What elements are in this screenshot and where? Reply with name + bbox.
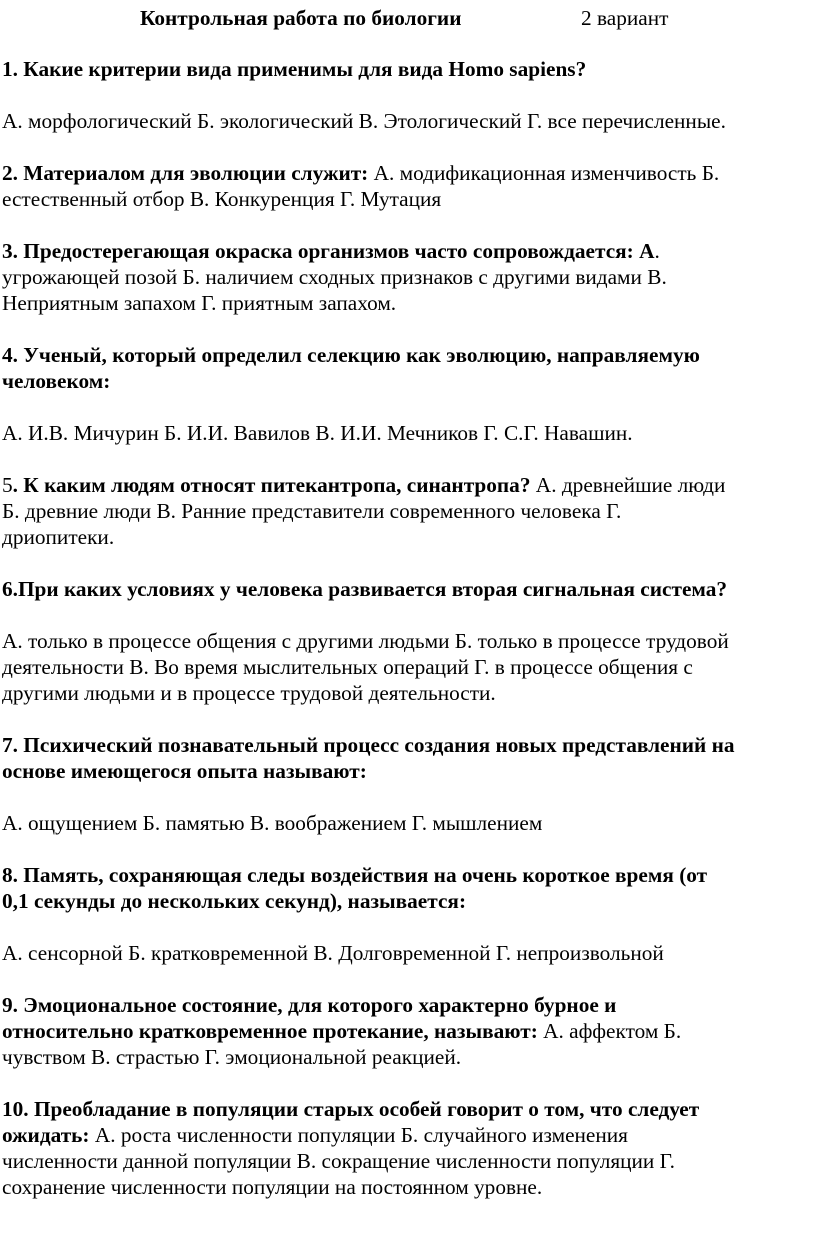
answers-text: Неприятным запахом Г. приятным запахом. bbox=[2, 291, 397, 315]
answers-text: А. сенсорной Б. кратковременной В. Долговременной Г. непроизвольной bbox=[2, 941, 664, 965]
answers-text: Б. древние люди В. Ранние представители современного человека Г. bbox=[2, 499, 622, 523]
question-7 bbox=[2, 732, 814, 784]
question-1 bbox=[2, 56, 814, 82]
question-6-text: 6.При каких условиях у человека развивается вторая сигнальная система? bbox=[2, 577, 728, 601]
answers-text: А. аффектом Б. bbox=[537, 1019, 682, 1043]
question-4 bbox=[2, 342, 814, 394]
document-title: Контрольная работа по биологии bbox=[140, 6, 462, 30]
question-1-answers bbox=[2, 108, 814, 134]
variant-label: 2 вариант bbox=[581, 6, 669, 30]
answers-text: естественный отбор В. Конкуренция Г. Мутация bbox=[2, 187, 442, 211]
answers-text: А. ощущением Б. памятью В. воображением Г. мышлением bbox=[2, 811, 543, 835]
answers-text: А. роста численности популяции Б. случайного изменения bbox=[89, 1123, 628, 1147]
answers-text: угрожающей позой Б. наличием сходных признаков с другими видами В. bbox=[2, 265, 667, 289]
question-2 bbox=[2, 160, 814, 212]
question-9 bbox=[2, 992, 814, 1070]
question-5-text: . К каким людям относят питекантропа, синантропа? bbox=[12, 473, 531, 497]
answers-text: сохранение численности популяции на постоянном уровне. bbox=[2, 1175, 543, 1199]
answers-text: А. только в процессе общения с другими людьми Б. только в процессе трудовой bbox=[2, 629, 729, 653]
question-6-answers bbox=[2, 628, 814, 706]
document-header bbox=[0, 5, 816, 31]
answers-text: . bbox=[654, 239, 660, 263]
question-4-text: человеком: bbox=[2, 369, 111, 393]
answers-text: А. И.В. Мичурин Б. И.И. Вавилов В. И.И. Мечников Г. С.Г. Навашин. bbox=[2, 421, 633, 445]
answers-text: А. древнейшие люди bbox=[530, 473, 726, 497]
answers-text: дриопитеки. bbox=[2, 525, 115, 549]
question-8-text: 0,1 секунды до нескольких секунд), называется: bbox=[2, 889, 467, 913]
question-4-text: 4. Ученый, который определил селекцию как эволюцию, направляемую bbox=[2, 343, 700, 367]
question-8-answers bbox=[2, 940, 814, 966]
question-3-text: 3. Предостерегающая окраска организмов часто сопровождается: А bbox=[2, 239, 655, 263]
answers-text: А. морфологический Б. экологический В. Этологический Г. все перечисленные. bbox=[2, 109, 726, 133]
question-3 bbox=[2, 238, 814, 316]
question-10-text: 10. Преобладание в популяции старых особей говорит о том, что следует bbox=[2, 1097, 700, 1121]
question-10-text: ожидать: bbox=[2, 1123, 90, 1147]
question-4-answers bbox=[2, 420, 814, 446]
question-1-text: 1. Какие критерии вида применимы для вида Homo sapiens? bbox=[2, 57, 587, 81]
answers-text: А. модификационная изменчивость Б. bbox=[368, 161, 720, 185]
question-5-number: 5 bbox=[2, 473, 13, 497]
answers-text: численности данной популяции В. сокращение численности популяции Г. bbox=[2, 1149, 675, 1173]
question-2-text: 2. Материалом для эволюции служит: bbox=[2, 161, 369, 185]
question-6 bbox=[2, 576, 814, 602]
answers-text: деятельности В. Во время мыслительных операций Г. в процессе общения с bbox=[2, 655, 693, 679]
question-7-answers bbox=[2, 810, 814, 836]
question-7-text: основе имеющегося опыта называют: bbox=[2, 759, 367, 783]
answers-text: чувством В. страстью Г. эмоциональной реакцией. bbox=[2, 1045, 462, 1069]
question-9-text: 9. Эмоциональное состояние, для которого характерно бурное и bbox=[2, 993, 617, 1017]
question-5 bbox=[2, 472, 814, 550]
question-9-text: относительно кратковременное протекание, называют: bbox=[2, 1019, 538, 1043]
question-10 bbox=[2, 1096, 814, 1200]
question-7-text: 7. Психический познавательный процесс создания новых представлений на bbox=[2, 733, 735, 757]
question-8 bbox=[2, 862, 814, 914]
question-8-text: 8. Память, сохраняющая следы воздействия на очень короткое время (от bbox=[2, 863, 708, 887]
answers-text: другими людьми и в процессе трудовой деятельности. bbox=[2, 681, 496, 705]
